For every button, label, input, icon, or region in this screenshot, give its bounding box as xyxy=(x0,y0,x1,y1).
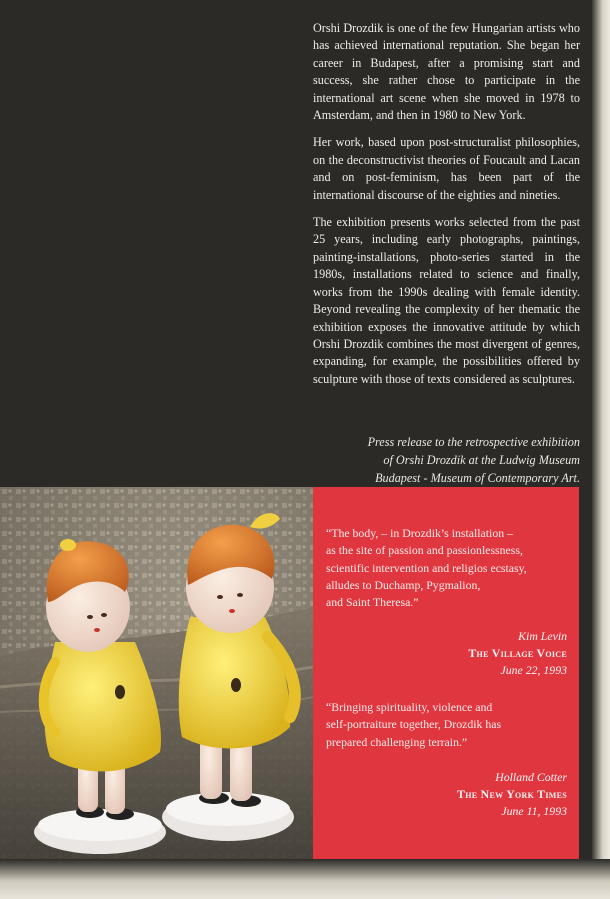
quote-2-line-2: self-portraiture together, Drozdik has xyxy=(326,717,502,732)
press-line-3: Budapest - Museum of Contemporary Art. xyxy=(375,471,580,485)
figurine-photo-illustration xyxy=(0,487,313,859)
press-line-2: of Orshi Drozdik at the Ludwig Museum xyxy=(383,453,580,467)
quote-panel xyxy=(313,487,579,859)
quote-1-publication: The Village Voice xyxy=(468,646,567,660)
intro-text xyxy=(313,20,580,398)
intro-paragraph-2: Her work, based upon post-structuralist philosophies, on the deconstructivist theories of Foucault and Lacan and on post-feminism, has been part of the international discourse of the eighties and nineties. xyxy=(313,135,580,202)
quote-1-line-4: alludes to Duchamp, Pygmalion, xyxy=(326,577,481,592)
quote-1-date: June 22, 1993 xyxy=(500,663,567,677)
quote-1-line-5: and Saint Theresa.” xyxy=(326,595,419,610)
quote-1-attribution xyxy=(468,628,567,679)
quote-2-author: Holland Cotter xyxy=(495,770,567,784)
quote-2-publication: The New York Times xyxy=(457,787,567,801)
press-release-credit xyxy=(300,433,580,487)
quote-1-author: Kim Levin xyxy=(518,629,567,643)
quote-1 xyxy=(326,525,571,611)
quote-1-line-1: “The body, – in Drozdik’s installation – xyxy=(326,526,513,540)
paper-edge-bottom xyxy=(0,859,610,899)
paper-edge-right xyxy=(592,0,610,899)
quote-2-attribution xyxy=(457,769,567,820)
quote-2-date: June 11, 1993 xyxy=(501,804,567,818)
quote-2-line-1: “Bringing spirituality, violence and xyxy=(326,700,493,714)
intro-paragraph-1: Orshi Drozdik is one of the few Hungarian artists who has achieved international reputation. She began her career in Budapest, after a promising start and success, she rather chose to participate in the international art scene when she moved in 1978 to Amsterdam, and then in 1980 to New York. xyxy=(313,21,580,123)
figurine-photo xyxy=(0,487,313,859)
quote-1-line-2: as the site of passion and passionlessness, xyxy=(326,543,523,558)
quote-2-line-3: prepared challenging terrain.” xyxy=(326,734,468,749)
quote-1-line-3: scientific intervention and religios ecstasy, xyxy=(326,560,527,575)
press-line-1: Press release to the retrospective exhibition xyxy=(367,435,580,449)
intro-paragraph-3: The exhibition presents works selected from the past 25 years, including early photographs, paintings, painting-installations, photo-series started in the 1980s, installations related to science and finally, works from the 1990s dealing with female identity. Beyond revealing the complexity of her thematic the exhibition exposes the innovative attitude by which Orshi Drozdik combines the most divergent of genres, expanding, for example, the possibilities offered by sculpture with those of texts considered as sculptures. xyxy=(313,215,580,386)
quote-2 xyxy=(326,699,571,751)
